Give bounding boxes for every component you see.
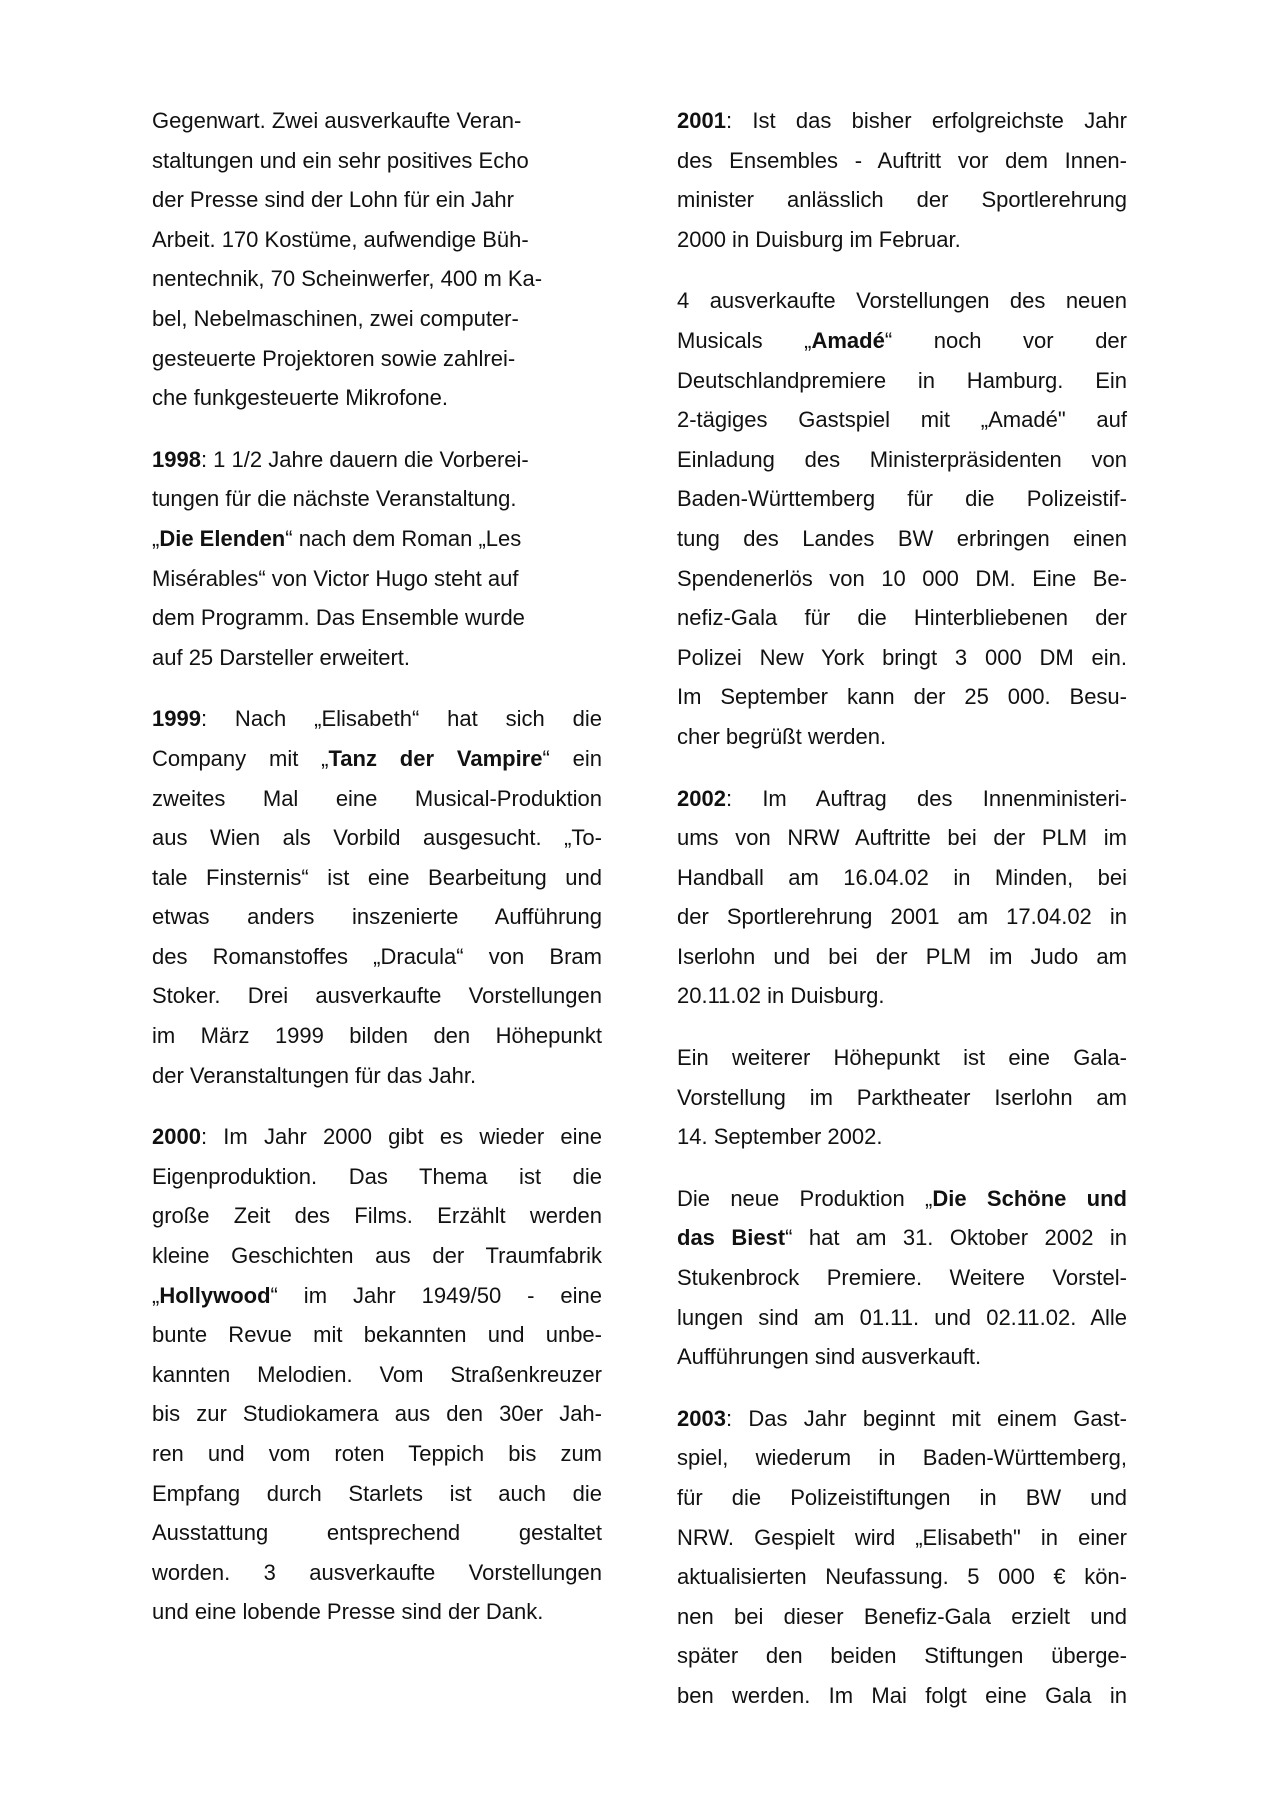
text-line: später den beiden Stiftungen überge- bbox=[677, 1643, 1127, 1669]
paragraph bbox=[677, 1038, 1127, 1157]
text-line: tale Finsternis“ ist eine Bearbeitung und bbox=[152, 864, 602, 890]
text-line: Ausstattung entsprechend gestaltet bbox=[152, 1520, 602, 1546]
text-line: che funkgesteuerte Mikrofone. bbox=[152, 385, 448, 411]
text-line: gesteuerte Projektoren sowie zahlrei- bbox=[152, 345, 516, 371]
paragraph bbox=[677, 1399, 1127, 1716]
bold-text: das Biest bbox=[677, 1225, 786, 1251]
text-line: „Die Elenden“ nach dem Roman „Les bbox=[152, 525, 522, 551]
left-text-column bbox=[152, 101, 602, 1654]
text-line: Die neue Produktion „Die Schöne und bbox=[677, 1185, 1127, 1211]
text-line: des Romanstoffes „Dracula“ von Bram bbox=[152, 943, 602, 969]
text-line: 2001: Ist das bisher erfolgreichste Jahr bbox=[677, 108, 1127, 133]
text-line: 4 ausverkaufte Vorstellungen des neuen bbox=[677, 288, 1127, 314]
text-line: Deutschlandpremiere in Hamburg. Ein bbox=[677, 367, 1127, 393]
text-line: Musicals „Amadé“ noch vor der bbox=[677, 327, 1127, 353]
text-line: NRW. Gespielt wird „Elisabeth" in einer bbox=[677, 1524, 1127, 1550]
text-line: aktualisierten Neufassung. 5 000 € kön- bbox=[677, 1564, 1127, 1590]
text-line: Spendenerlös von 10 000 DM. Eine Be- bbox=[677, 565, 1127, 591]
text-line: 2002: Im Auftrag des Innenministeri- bbox=[677, 785, 1127, 811]
text-line: cher begrüßt werden. bbox=[677, 723, 887, 749]
text-line: Arbeit. 170 Kostüme, aufwendige Büh- bbox=[152, 226, 529, 252]
text-line: Stoker. Drei ausverkaufte Vorstellungen bbox=[152, 983, 602, 1009]
paragraph bbox=[677, 779, 1127, 1017]
text-line: Gegenwart. Zwei ausverkaufte Veran- bbox=[152, 108, 522, 133]
text-line: kleine Geschichten aus der Traumfabrik bbox=[152, 1243, 602, 1269]
text-line: große Zeit des Films. Erzählt werden bbox=[152, 1203, 602, 1229]
bold-text: 1998 bbox=[152, 446, 201, 472]
paragraph bbox=[677, 1179, 1127, 1377]
bold-text: Tanz der Vampire bbox=[328, 745, 543, 771]
text-line: tung des Landes BW erbringen einen bbox=[677, 525, 1127, 551]
text-line: bel, Nebelmaschinen, zwei computer- bbox=[152, 305, 519, 331]
text-line: 14. September 2002. bbox=[677, 1124, 883, 1150]
text-line: nentechnik, 70 Scheinwerfer, 400 m Ka- bbox=[152, 266, 543, 292]
text-line: Im September kann der 25 000. Besu- bbox=[677, 684, 1127, 710]
text-line: minister anlässlich der Sportlerehrung bbox=[677, 187, 1127, 213]
text-line: ums von NRW Auftritte bei der PLM im bbox=[677, 825, 1127, 851]
text-line: ren und vom roten Teppich bis zum bbox=[152, 1441, 602, 1466]
text-line: spiel, wiederum in Baden-Württemberg, bbox=[677, 1445, 1127, 1471]
paragraph bbox=[677, 281, 1127, 756]
text-line: Misérables“ von Victor Hugo steht auf bbox=[152, 565, 519, 591]
text-line: etwas anders inszenierte Aufführung bbox=[152, 904, 602, 930]
text-line: zweites Mal eine Musical-Produktion bbox=[152, 785, 602, 811]
text-line: Aufführungen sind ausverkauft. bbox=[677, 1344, 982, 1370]
text-line: aus Wien als Vorbild ausgesucht. „To- bbox=[152, 825, 602, 851]
text-line: Company mit „Tanz der Vampire“ ein bbox=[152, 745, 603, 771]
text-line: lungen sind am 01.11. und 02.11.02. Alle bbox=[677, 1304, 1127, 1330]
paragraph bbox=[152, 1117, 602, 1632]
text-line: Handball am 16.04.02 in Minden, bei bbox=[677, 864, 1127, 890]
bold-text: 2000 bbox=[152, 1124, 201, 1150]
text-line: Empfang durch Starlets ist auch die bbox=[152, 1480, 602, 1506]
text-line: 2003: Das Jahr beginnt mit einem Gast- bbox=[677, 1405, 1127, 1431]
text-line: 2-tägiges Gastspiel mit „Amadé" auf bbox=[677, 407, 1127, 433]
text-line: worden. 3 ausverkaufte Vorstellungen bbox=[152, 1559, 602, 1585]
text-line: des Ensembles - Auftritt vor dem Innen- bbox=[677, 147, 1127, 173]
text-line: 1998: 1 1/2 Jahre dauern die Vorberei- bbox=[152, 446, 529, 472]
text-line: das Biest“ hat am 31. Oktober 2002 in bbox=[677, 1225, 1127, 1251]
bold-text: Hollywood bbox=[159, 1282, 271, 1308]
text-line: der Presse sind der Lohn für ein Jahr bbox=[152, 187, 514, 213]
text-line: Einladung des Ministerpräsidenten von bbox=[677, 446, 1127, 472]
paragraph bbox=[152, 101, 602, 418]
text-line: Iserlohn und bei der PLM im Judo am bbox=[677, 943, 1127, 969]
paragraph bbox=[152, 440, 602, 678]
text-line: „Hollywood“ im Jahr 1949/50 - eine bbox=[152, 1282, 602, 1308]
bold-text: 2001 bbox=[677, 108, 726, 133]
text-line: im März 1999 bilden den Höhepunkt bbox=[152, 1023, 602, 1049]
text-line: nefiz-Gala für die Hinterbliebenen der bbox=[677, 605, 1127, 631]
bold-text: Die Elenden bbox=[159, 525, 286, 551]
text-line: Eigenproduktion. Das Thema ist die bbox=[152, 1163, 602, 1189]
text-line: 1999: Nach „Elisabeth“ hat sich die bbox=[152, 706, 602, 732]
text-line: tungen für die nächste Veranstaltung. bbox=[152, 486, 517, 512]
text-line: nen bei dieser Benefiz-Gala erzielt und bbox=[677, 1603, 1127, 1629]
text-line: ben werden. Im Mai folgt eine Gala in bbox=[677, 1682, 1127, 1708]
text-line: Stukenbrock Premiere. Weitere Vorstel- bbox=[677, 1265, 1127, 1291]
text-line: 2000 in Duisburg im Februar. bbox=[677, 226, 961, 252]
text-line: bis zur Studiokamera aus den 30er Jah- bbox=[152, 1401, 602, 1427]
bold-text: 2002 bbox=[677, 785, 726, 811]
right-text-column bbox=[677, 101, 1127, 1738]
text-line: Polizei New York bringt 3 000 DM ein. bbox=[677, 644, 1127, 670]
text-line: dem Programm. Das Ensemble wurde bbox=[152, 605, 525, 631]
paragraph bbox=[677, 101, 1127, 259]
text-line: kannten Melodien. Vom Straßenkreuzer bbox=[152, 1361, 602, 1387]
text-line: der Veranstaltungen für das Jahr. bbox=[152, 1062, 477, 1088]
text-line: Ein weiterer Höhepunkt ist eine Gala- bbox=[677, 1045, 1127, 1071]
bold-text: 2003 bbox=[677, 1405, 726, 1431]
text-line: 2000: Im Jahr 2000 gibt es wieder eine bbox=[152, 1124, 602, 1150]
text-line: Vorstellung im Parktheater Iserlohn am bbox=[677, 1084, 1127, 1110]
bold-text: Amadé bbox=[811, 327, 885, 353]
text-line: Baden-Württemberg für die Polizeistif- bbox=[677, 486, 1127, 512]
text-line: auf 25 Darsteller erweitert. bbox=[152, 644, 410, 670]
text-line: bunte Revue mit bekannten und unbe- bbox=[152, 1322, 602, 1348]
text-line: staltungen und ein sehr positives Echo bbox=[152, 147, 529, 173]
text-line: der Sportlerehrung 2001 am 17.04.02 in bbox=[677, 904, 1127, 930]
text-line: und eine lobende Presse sind der Dank. bbox=[152, 1599, 544, 1625]
text-line: 20.11.02 in Duisburg. bbox=[677, 983, 885, 1009]
bold-text: Die Schöne und bbox=[932, 1185, 1127, 1211]
text-line: für die Polizeistiftungen in BW und bbox=[677, 1485, 1127, 1510]
bold-text: 1999 bbox=[152, 706, 201, 732]
paragraph bbox=[152, 699, 602, 1095]
